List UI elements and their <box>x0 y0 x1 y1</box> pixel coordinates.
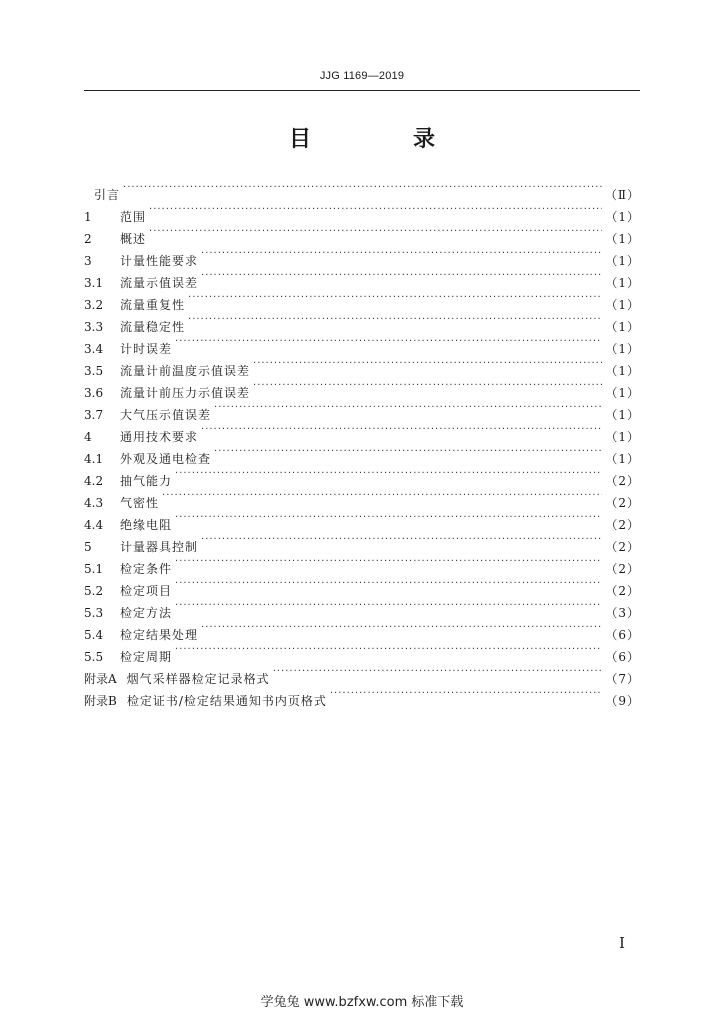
toc-entry-label: 抽气能力 <box>120 474 173 488</box>
page-title: 目 录 <box>288 127 475 152</box>
toc-entry-label: 检定周期 <box>120 650 173 664</box>
toc-dot-leader <box>201 419 602 441</box>
toc-entry-label: 烟气采样器检定记录格式 <box>126 672 270 686</box>
toc-entry-4-4[interactable] <box>84 507 640 532</box>
toc-entry-label: 气密性 <box>120 496 160 510</box>
toc-dot-leader <box>201 243 602 265</box>
toc-entry-page: （1） <box>605 320 640 334</box>
toc-entry-label: 流量稳定性 <box>120 320 186 334</box>
toc-dot-leader <box>149 199 602 221</box>
toc-entry-page: （1） <box>605 364 640 378</box>
toc-entry-label: 引言 <box>94 188 121 202</box>
toc-entry-number: 4.4 <box>84 518 104 532</box>
toc-entry-page: （Ⅱ） <box>604 188 640 202</box>
toc-entry-label: 概述 <box>120 232 147 246</box>
toc-entry-page: （1） <box>605 254 640 268</box>
toc-entry-label: 检定方法 <box>120 606 173 620</box>
toc-dot-leader <box>253 375 602 397</box>
toc-entry-page: （1） <box>605 386 640 400</box>
toc-dot-leader <box>175 639 602 661</box>
toc-entry-1[interactable] <box>84 199 640 224</box>
toc-entry-number: 5 <box>84 540 92 554</box>
toc-dot-leader <box>201 265 602 287</box>
toc-entry-number: 4 <box>84 430 92 444</box>
toc-entry-number: 5.3 <box>84 606 104 620</box>
toc-entry-label: 范围 <box>120 210 147 224</box>
toc-entry-label: 计量性能要求 <box>120 254 199 268</box>
toc-dot-leader <box>188 287 602 309</box>
toc-entry-page: （9） <box>605 694 640 708</box>
standard-code-header: JJG 1169—2019 <box>319 70 405 82</box>
toc-entry-number: 3.7 <box>84 408 104 422</box>
page-number: I <box>619 934 625 952</box>
toc-entry-label: 流量示值误差 <box>120 276 199 290</box>
toc-entry-number: 4.3 <box>84 496 104 510</box>
toc-entry-page: （7） <box>605 672 640 686</box>
toc-entry-page: （1） <box>605 210 640 224</box>
toc-entry-2[interactable] <box>84 221 640 246</box>
toc-dot-leader <box>253 353 602 375</box>
toc-entry-number: 3.3 <box>84 320 104 334</box>
toc-entry-label: 检定条件 <box>120 562 173 576</box>
toc-entry-label: 通用技术要求 <box>120 430 199 444</box>
table-of-contents <box>84 177 640 708</box>
toc-entry-label: 检定结果处理 <box>120 628 199 642</box>
toc-dot-leader <box>175 507 602 529</box>
toc-entry-page: （2） <box>605 518 640 532</box>
header-divider <box>84 90 640 91</box>
toc-entry-page: （2） <box>605 496 640 510</box>
toc-entry-page: （1） <box>605 298 640 312</box>
toc-entry-label: 外观及通电检查 <box>120 452 212 466</box>
toc-entry-page: （2） <box>605 540 640 554</box>
toc-entry-page: （2） <box>605 584 640 598</box>
toc-dot-leader <box>175 573 602 595</box>
toc-entry-page: （1） <box>605 276 640 290</box>
toc-entry-page: （1） <box>605 342 640 356</box>
toc-entry-number: 2 <box>84 232 92 246</box>
toc-entry-label: 流量重复性 <box>120 298 186 312</box>
toc-entry-number: 3.5 <box>84 364 104 378</box>
toc-entry-4-3[interactable] <box>84 485 640 510</box>
site-watermark: 学兔兔 www.bzfxw.com 标准下载 <box>260 995 464 1010</box>
toc-entry-number: 3.1 <box>84 276 104 290</box>
toc-dot-leader <box>201 617 602 639</box>
toc-entry-number: 3 <box>84 254 92 268</box>
toc-entry-label: 绝缘电阻 <box>120 518 173 532</box>
toc-entry-introduction[interactable] <box>84 177 640 202</box>
toc-dot-leader <box>175 463 602 485</box>
toc-entry-label: 检定证书/检定结果通知书内页格式 <box>126 694 327 708</box>
toc-entry-label: 检定项目 <box>120 584 173 598</box>
toc-entry-number: 5.2 <box>84 584 104 598</box>
toc-dot-leader <box>175 551 602 573</box>
toc-entry-number: 附录B <box>84 694 117 708</box>
toc-entry-number: 附录A <box>84 672 117 686</box>
toc-dot-leader <box>123 177 602 199</box>
toc-dot-leader <box>188 309 602 331</box>
toc-entry-number: 1 <box>84 210 92 224</box>
toc-dot-leader <box>214 397 602 419</box>
toc-dot-leader <box>201 529 602 551</box>
toc-entry-label: 流量计前压力示值误差 <box>120 386 251 400</box>
toc-entry-number: 4.2 <box>84 474 104 488</box>
toc-entry-number: 3.4 <box>84 342 104 356</box>
toc-entry-number: 5.5 <box>84 650 104 664</box>
toc-entry-page: （3） <box>605 606 640 620</box>
toc-entry-label: 计量器具控制 <box>120 540 199 554</box>
toc-entry-page: （2） <box>605 474 640 488</box>
toc-entry-number: 3.6 <box>84 386 104 400</box>
toc-entry-number: 5.1 <box>84 562 104 576</box>
toc-entry-3[interactable] <box>84 243 640 268</box>
toc-entry-label: 计时误差 <box>120 342 173 356</box>
toc-dot-leader <box>175 595 602 617</box>
toc-entry-number: 3.2 <box>84 298 104 312</box>
toc-entry-page: （1） <box>605 408 640 422</box>
toc-dot-leader <box>214 441 602 463</box>
toc-entry-page: （6） <box>605 628 640 642</box>
toc-entry-label: 流量计前温度示值误差 <box>120 364 251 378</box>
toc-dot-leader <box>330 683 602 705</box>
toc-dot-leader <box>162 485 602 507</box>
toc-entry-number: 5.4 <box>84 628 104 642</box>
toc-entry-page: （2） <box>605 562 640 576</box>
toc-entry-page: （1） <box>605 232 640 246</box>
toc-dot-leader <box>175 331 602 353</box>
toc-dot-leader <box>149 221 602 243</box>
toc-entry-label: 大气压示值误差 <box>120 408 212 422</box>
toc-dot-leader <box>273 661 603 683</box>
toc-entry-page: （6） <box>605 650 640 664</box>
toc-entry-page: （1） <box>605 430 640 444</box>
toc-entry-number: 4.1 <box>84 452 104 466</box>
toc-entry-page: （1） <box>605 452 640 466</box>
